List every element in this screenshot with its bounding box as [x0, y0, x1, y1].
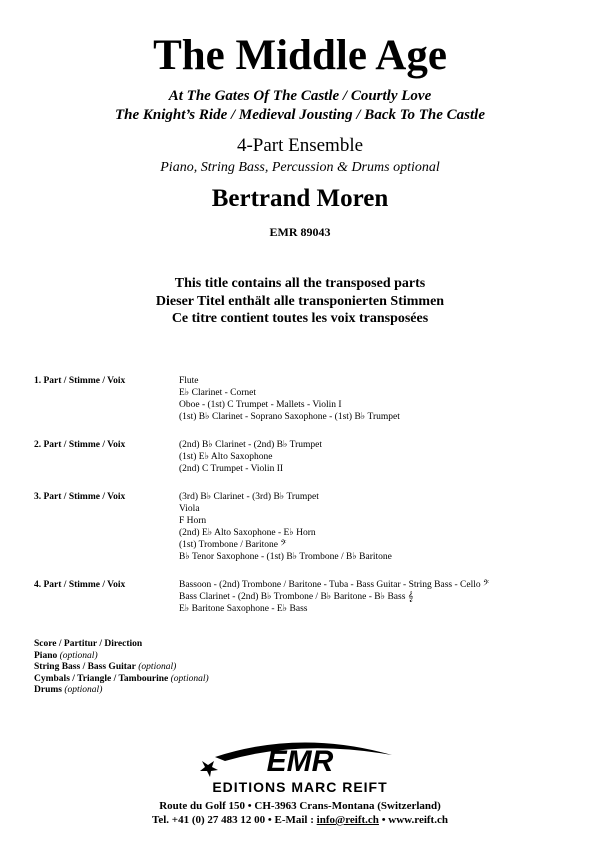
instrument-line: (2nd) B♭ Clarinet - (2nd) B♭ Trumpet [179, 440, 323, 450]
instrument-line: Bassoon - (2nd) Trombone / Baritone - Tuba - Bass Guitar - String Bass - Cello 𝄢 [179, 580, 490, 590]
instrument-line: (3rd) B♭ Clarinet - (3rd) B♭ Trumpet [179, 492, 319, 502]
transposed-parts-notice [0, 275, 600, 328]
instrument-line: (1st) E♭ Alto Saxophone [179, 452, 273, 462]
part-label: 4. Part / Stimme / Voix [34, 580, 126, 590]
edition-number: EMR 89043 [269, 225, 331, 239]
extra-part [34, 651, 209, 663]
composer-name: Bertrand Moren [211, 185, 389, 212]
part-instruments [179, 375, 400, 423]
extra-part-note: (optional) [138, 662, 177, 672]
extra-part-name: Cymbals / Triangle / Tambourine [34, 673, 169, 684]
extra-part-note: (optional) [64, 685, 103, 695]
publisher-logo [0, 735, 600, 795]
parts-list [34, 375, 594, 631]
instrument-line: Flute [179, 376, 199, 386]
instrument-line: (1st) Trombone / Baritone 𝄢 [179, 540, 287, 550]
extra-part-name: Score / Partitur / Direction [34, 639, 143, 649]
optional-instruments: Piano, String Bass, Percussion & Drums optional [160, 160, 440, 175]
instrument-line: Oboe - (1st) C Trumpet - Mallets - Violin I [179, 400, 342, 410]
movement-line: At The Gates Of The Castle / Courtly Love [168, 88, 432, 104]
part-label: 3. Part / Stimme / Voix [34, 492, 126, 502]
instrument-line: Bass Clarinet - (2nd) B♭ Trombone / B♭ Baritone - B♭ Bass 𝄞 [179, 592, 414, 602]
movements [0, 87, 600, 125]
website-text: • www.reift.ch [378, 814, 448, 826]
extra-part [34, 662, 209, 674]
instrument-line: Viola [179, 504, 200, 514]
instrument-line: (2nd) E♭ Alto Saxophone - E♭ Horn [179, 528, 316, 538]
page-title: The Middle Age [153, 32, 447, 79]
extra-part-name: String Bass / Bass Guitar [34, 662, 136, 672]
movement-line: The Knight’s Ride / Medieval Jousting / Back To The Castle [114, 107, 486, 123]
extra-part [34, 674, 209, 686]
instrument-line: (2nd) C Trumpet - Violin II [179, 464, 284, 474]
extra-part-name: Piano [34, 650, 58, 661]
instrument-line: E♭ Clarinet - Cornet [179, 388, 257, 398]
part-row [34, 579, 594, 615]
extra-part-note: (optional) [59, 650, 98, 661]
part-row [34, 491, 594, 563]
ensemble-type: 4-Part Ensemble [236, 135, 364, 156]
extra-part [34, 639, 209, 651]
extra-part-note: (optional) [170, 673, 209, 684]
instrument-line: (1st) B♭ Clarinet - Soprano Saxophone - (1st) B♭ Trumpet [179, 412, 400, 422]
additional-parts [34, 639, 209, 697]
part-instruments [179, 491, 392, 563]
instrument-line: F Horn [179, 516, 207, 526]
part-label: 2. Part / Stimme / Voix [34, 440, 126, 450]
publisher-address: Route du Golf 150 • CH-3963 Crans-Montana (Switzerland) [159, 800, 441, 812]
publisher-name: EDITIONS MARC REIFT [212, 779, 388, 795]
part-instruments [179, 439, 322, 475]
notice-line: This title contains all the transposed parts [174, 276, 426, 291]
notice-line: Ce titre contient toutes les voix transposées [171, 311, 429, 326]
logo-mark: EMR [266, 745, 334, 778]
extra-part-name: Drums [34, 685, 62, 695]
part-row [34, 439, 594, 475]
part-label: 1. Part / Stimme / Voix [34, 376, 126, 386]
star-icon [200, 761, 218, 777]
phone-text: Tel. +41 (0) 27 483 12 00 • E-Mail : [152, 814, 317, 826]
email-link[interactable]: info@reift.ch [316, 814, 379, 826]
notice-line: Dieser Titel enthält alle transponierten Stimmen [155, 293, 445, 309]
instrument-line: E♭ Baritone Saxophone - E♭ Bass [179, 604, 308, 614]
part-instruments [179, 579, 489, 615]
publisher-contact [0, 813, 600, 827]
instrument-line: B♭ Tenor Saxophone - (1st) B♭ Trombone / B♭ Baritone [179, 552, 392, 562]
extra-part [34, 685, 209, 697]
part-row [34, 375, 594, 423]
